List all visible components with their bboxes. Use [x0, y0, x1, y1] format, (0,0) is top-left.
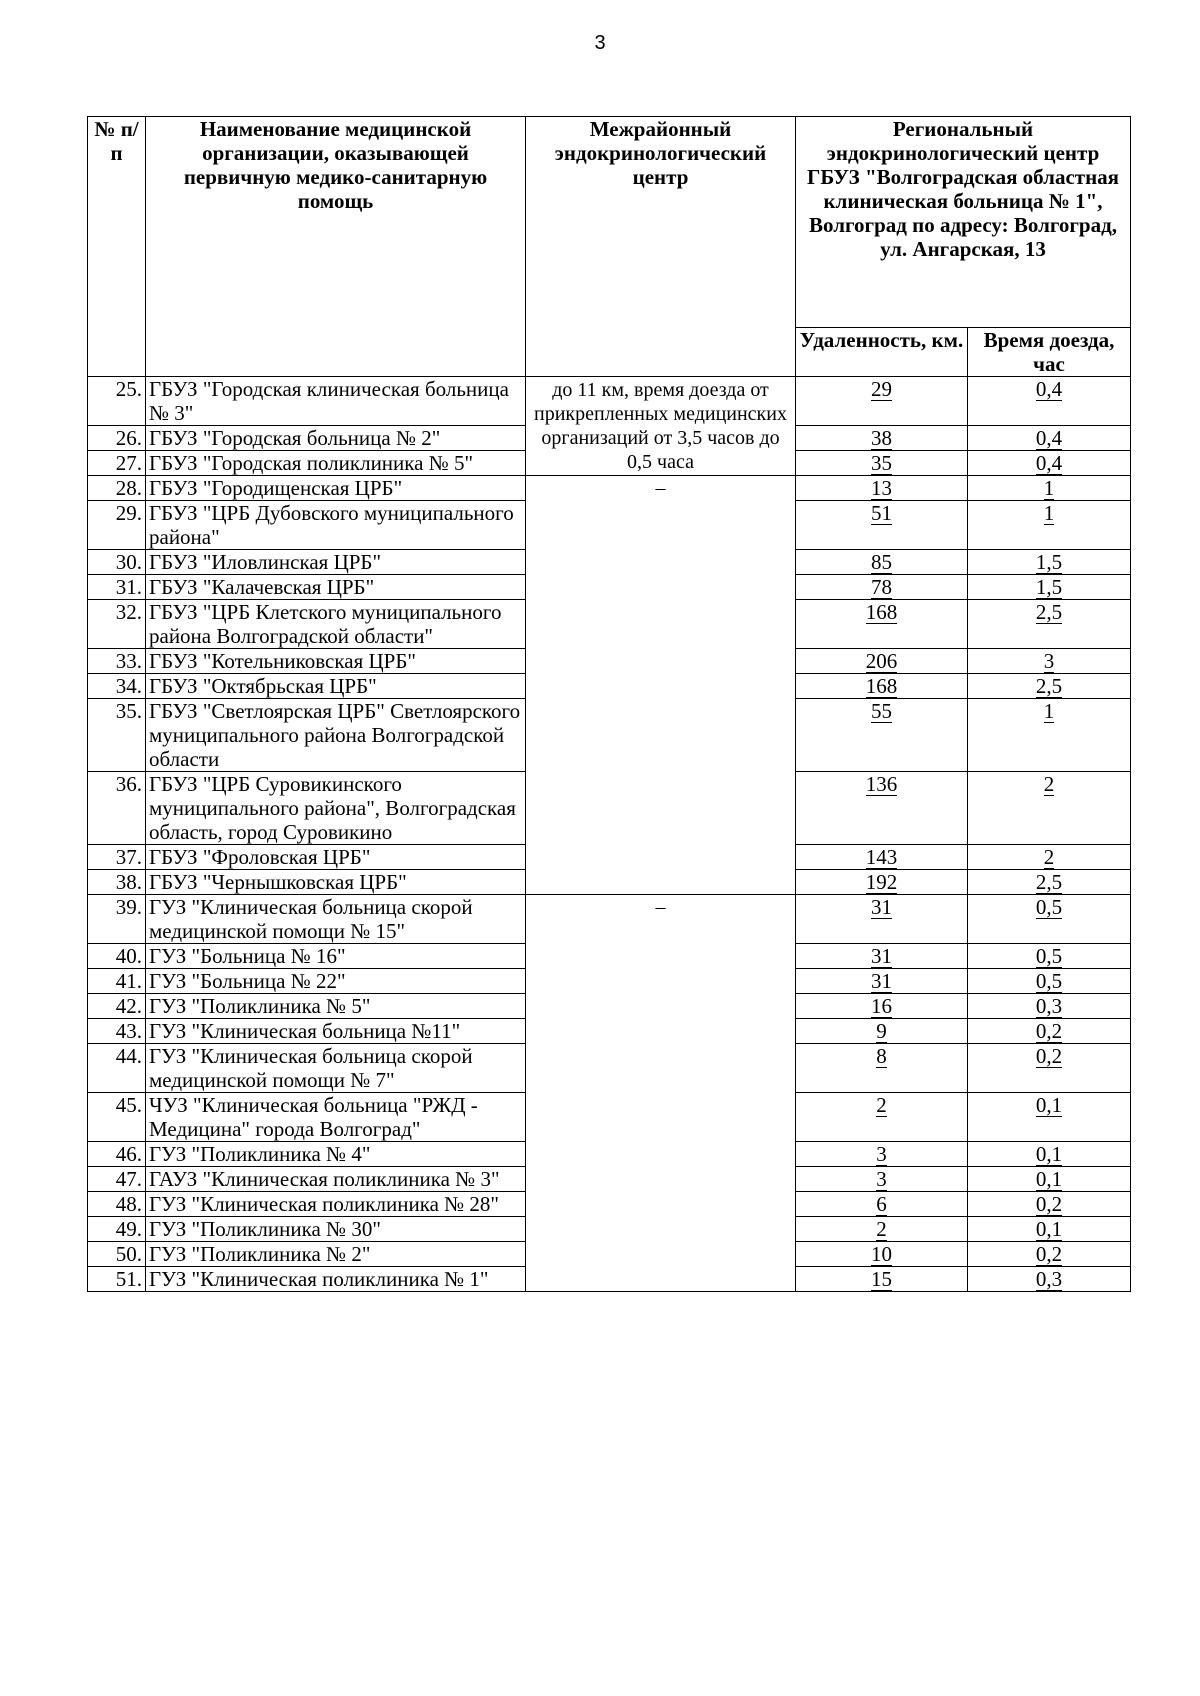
row-number: 38.	[88, 870, 146, 895]
distance-value: 85	[871, 550, 892, 574]
time-cell	[968, 1217, 1131, 1242]
row-number: 30.	[88, 550, 146, 575]
distance-cell	[796, 969, 968, 994]
organization-name: ГУЗ "Клиническая больница скорой медицинской помощи № 15"	[146, 895, 526, 944]
time-cell	[968, 1019, 1131, 1044]
row-number: 43.	[88, 1019, 146, 1044]
time-value: 0,5	[1035, 944, 1063, 968]
organization-name: ГБУЗ "Чернышковская ЦРБ"	[146, 870, 526, 895]
distance-value: 168	[865, 600, 898, 624]
interdistrict-center-cell: –	[526, 476, 796, 895]
time-value: 0,1	[1035, 1142, 1063, 1166]
time-value: 0,1	[1035, 1167, 1063, 1191]
organization-name: ЧУЗ "Клиническая больница "РЖД - Медицина" города Волгоград"	[146, 1093, 526, 1142]
distance-value: 9	[876, 1019, 887, 1043]
row-number: 44.	[88, 1044, 146, 1093]
row-number: 40.	[88, 944, 146, 969]
distance-cell	[796, 426, 968, 451]
distance-value: 13	[871, 476, 892, 500]
time-cell	[968, 426, 1131, 451]
organization-name: ГБУЗ "Городская клиническая больница № 3"	[146, 377, 526, 426]
organization-name: ГБУЗ "Городская поликлиника № 5"	[146, 451, 526, 476]
time-value: 0,5	[1035, 895, 1063, 919]
distance-cell	[796, 451, 968, 476]
time-cell	[968, 772, 1131, 845]
time-cell	[968, 550, 1131, 575]
time-value: 0,1	[1035, 1217, 1063, 1241]
time-value: 2,5	[1035, 870, 1063, 894]
distance-value: 6	[876, 1192, 887, 1216]
row-number: 29.	[88, 501, 146, 550]
distance-value: 8	[876, 1044, 887, 1068]
distance-cell	[796, 1242, 968, 1267]
time-value: 0,2	[1035, 1192, 1063, 1216]
time-cell	[968, 1242, 1131, 1267]
row-number: 31.	[88, 575, 146, 600]
time-cell	[968, 845, 1131, 870]
distance-value: 2	[876, 1093, 887, 1117]
distance-value: 15	[871, 1267, 892, 1291]
distance-value: 31	[871, 944, 892, 968]
distance-cell	[796, 674, 968, 699]
time-value: 0,4	[1035, 451, 1063, 475]
distance-value: 10	[871, 1242, 892, 1266]
distance-cell	[796, 600, 968, 649]
distance-cell	[796, 1093, 968, 1142]
row-number: 35.	[88, 699, 146, 772]
row-number: 34.	[88, 674, 146, 699]
organization-name: ГБУЗ "Калачевская ЦРБ"	[146, 575, 526, 600]
time-value: 0,4	[1035, 426, 1063, 450]
row-number: 50.	[88, 1242, 146, 1267]
time-value: 3	[1043, 649, 1055, 673]
distance-value: 29	[871, 377, 892, 401]
distance-cell	[796, 501, 968, 550]
row-number: 47.	[88, 1167, 146, 1192]
time-value: 0,3	[1035, 1267, 1063, 1291]
time-cell	[968, 1044, 1131, 1093]
time-value: 0,2	[1035, 1242, 1063, 1266]
row-number: 41.	[88, 969, 146, 994]
header-regional: Региональный эндокринологический центр ГБУЗ "Волгоградская областная клиническая больница № 1", Волгоград по адресу: Волгоград, ул. Ангарская, 13	[796, 117, 1131, 328]
distance-cell	[796, 550, 968, 575]
row-number: 36.	[88, 772, 146, 845]
time-cell	[968, 476, 1131, 501]
time-cell	[968, 969, 1131, 994]
organization-name: ГУЗ "Поликлиника № 2"	[146, 1242, 526, 1267]
distance-value: 51	[871, 501, 892, 525]
distance-cell	[796, 575, 968, 600]
time-cell	[968, 895, 1131, 944]
organization-name: ГБУЗ "Иловлинская ЦРБ"	[146, 550, 526, 575]
row-number: 26.	[88, 426, 146, 451]
time-value: 2,5	[1035, 674, 1063, 698]
row-number: 37.	[88, 845, 146, 870]
organization-name: ГАУЗ "Клиническая поликлиника № 3"	[146, 1167, 526, 1192]
distance-cell	[796, 649, 968, 674]
distance-value: 168	[865, 674, 898, 698]
time-cell	[968, 377, 1131, 426]
distance-value: 143	[865, 845, 898, 869]
row-number: 32.	[88, 600, 146, 649]
row-number: 33.	[88, 649, 146, 674]
interdistrict-center-cell: до 11 км, время доезда от прикрепленных медицинских организаций от 3,5 часов до 0,5 часа	[526, 377, 796, 476]
distance-value: 38	[871, 426, 892, 450]
time-value: 2	[1043, 845, 1055, 869]
distance-cell	[796, 994, 968, 1019]
header-num: № п/п	[88, 117, 146, 377]
time-cell	[968, 600, 1131, 649]
time-value: 0,2	[1035, 1044, 1063, 1068]
row-number: 39.	[88, 895, 146, 944]
distance-cell	[796, 476, 968, 501]
distance-value: 31	[871, 969, 892, 993]
time-cell	[968, 1167, 1131, 1192]
distance-value: 3	[876, 1142, 887, 1166]
distance-value: 31	[871, 895, 892, 919]
time-value: 0,5	[1035, 969, 1063, 993]
time-value: 1	[1043, 501, 1055, 525]
header-time: Время доезда, час	[968, 328, 1131, 377]
organization-name: ГУЗ "Поликлиника № 5"	[146, 994, 526, 1019]
time-value: 0,1	[1035, 1093, 1063, 1117]
organization-name: ГУЗ "Поликлиника № 30"	[146, 1217, 526, 1242]
distance-value: 2	[876, 1217, 887, 1241]
header-distance: Удаленность, км.	[796, 328, 968, 377]
time-cell	[968, 451, 1131, 476]
distance-value: 35	[871, 451, 892, 475]
header-interdistrict: Межрайонный эндокринологический центр	[526, 117, 796, 377]
row-number: 28.	[88, 476, 146, 501]
distance-cell	[796, 870, 968, 895]
time-value: 0,3	[1035, 994, 1063, 1018]
distance-value: 136	[865, 772, 898, 796]
page-number: 3	[594, 32, 606, 54]
time-cell	[968, 944, 1131, 969]
time-cell	[968, 575, 1131, 600]
organization-name: ГБУЗ "ЦРБ Клетского муниципального района Волгоградской области"	[146, 600, 526, 649]
distance-cell	[796, 895, 968, 944]
organization-name: ГБУЗ "Городская больница № 2"	[146, 426, 526, 451]
distance-cell	[796, 772, 968, 845]
time-cell	[968, 1267, 1131, 1292]
organization-name: ГУЗ "Больница № 16"	[146, 944, 526, 969]
distance-cell	[796, 1044, 968, 1093]
time-cell	[968, 649, 1131, 674]
organization-name: ГУЗ "Клиническая больница скорой медицинской помощи № 7"	[146, 1044, 526, 1093]
distance-cell	[796, 1267, 968, 1292]
distance-value: 192	[865, 870, 898, 894]
time-value: 2,5	[1035, 600, 1063, 624]
distance-cell	[796, 845, 968, 870]
time-cell	[968, 501, 1131, 550]
distance-cell	[796, 1142, 968, 1167]
organization-name: ГБУЗ "ЦРБ Дубовского муниципального района"	[146, 501, 526, 550]
time-value: 1,5	[1035, 575, 1063, 599]
time-value: 0,4	[1035, 377, 1063, 401]
organization-name: ГБУЗ "Фроловская ЦРБ"	[146, 845, 526, 870]
time-cell	[968, 674, 1131, 699]
time-cell	[968, 1192, 1131, 1217]
time-value: 1	[1043, 699, 1055, 723]
distance-cell	[796, 377, 968, 426]
organization-name: ГУЗ "Клиническая поликлиника № 28"	[146, 1192, 526, 1217]
organization-name: ГБУЗ "Котельниковская ЦРБ"	[146, 649, 526, 674]
organizations-table	[87, 116, 1131, 1292]
row-number: 42.	[88, 994, 146, 1019]
row-number: 27.	[88, 451, 146, 476]
organization-name: ГУЗ "Клиническая больница №11"	[146, 1019, 526, 1044]
row-number: 48.	[88, 1192, 146, 1217]
table-row	[88, 476, 1131, 501]
time-value: 2	[1043, 772, 1055, 796]
distance-cell	[796, 1167, 968, 1192]
distance-cell	[796, 1217, 968, 1242]
header-name: Наименование медицинской организации, оказывающей первичную медико-санитарную помощь	[146, 117, 526, 377]
organization-name: ГБУЗ "ЦРБ Суровикинского муниципального района", Волгоградская область, город Суровикино	[146, 772, 526, 845]
row-number: 45.	[88, 1093, 146, 1142]
time-cell	[968, 870, 1131, 895]
organization-name: ГУЗ "Поликлиника № 4"	[146, 1142, 526, 1167]
time-value: 1,5	[1035, 550, 1063, 574]
time-cell	[968, 1093, 1131, 1142]
organization-name: ГБУЗ "Городищенская ЦРБ"	[146, 476, 526, 501]
distance-cell	[796, 1192, 968, 1217]
organization-name: ГУЗ "Больница № 22"	[146, 969, 526, 994]
distance-cell	[796, 944, 968, 969]
table-body	[88, 377, 1131, 1292]
time-value: 1	[1043, 476, 1055, 500]
time-cell	[968, 1142, 1131, 1167]
row-number: 51.	[88, 1267, 146, 1292]
interdistrict-center-cell: –	[526, 895, 796, 1292]
distance-value: 55	[871, 699, 892, 723]
distance-value: 16	[871, 994, 892, 1018]
table-row	[88, 895, 1131, 944]
distance-value: 78	[871, 575, 892, 599]
row-number: 25.	[88, 377, 146, 426]
time-value: 0,2	[1035, 1019, 1063, 1043]
table-row	[88, 377, 1131, 426]
distance-cell	[796, 699, 968, 772]
organization-name: ГБУЗ "Октябрьская ЦРБ"	[146, 674, 526, 699]
organization-name: ГУЗ "Клиническая поликлиника № 1"	[146, 1267, 526, 1292]
distance-cell	[796, 1019, 968, 1044]
row-number: 46.	[88, 1142, 146, 1167]
distance-value: 3	[876, 1167, 887, 1191]
distance-value: 206	[865, 649, 898, 673]
organization-name: ГБУЗ "Светлоярская ЦРБ" Светлоярского муниципального района Волгоградской области	[146, 699, 526, 772]
time-cell	[968, 699, 1131, 772]
time-cell	[968, 994, 1131, 1019]
row-number: 49.	[88, 1217, 146, 1242]
